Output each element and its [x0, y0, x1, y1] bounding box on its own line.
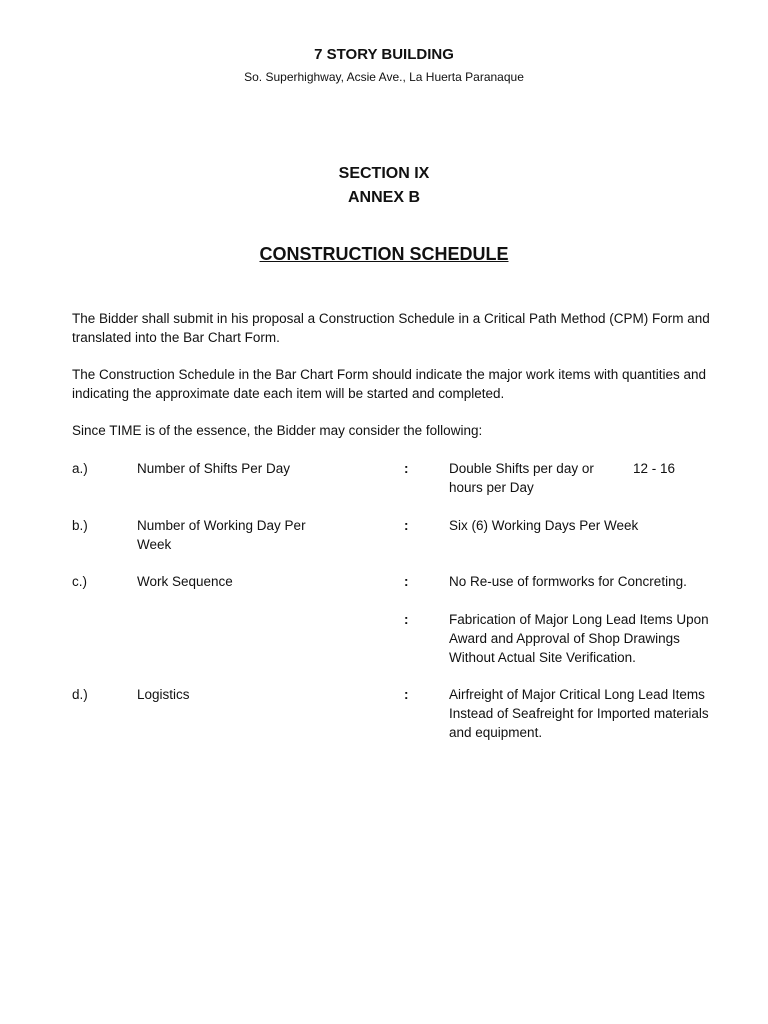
item-hours-range: 12 - 16 — [633, 461, 676, 476]
item-title: Logistics — [137, 687, 190, 702]
item-colon: : — [404, 574, 409, 589]
item-colon: : — [404, 687, 409, 702]
item-value: Double Shifts per day or hours per Day — [449, 461, 594, 495]
paragraph-bar-chart: The Construction Schedule in the Bar Chart Form should indicate the major work items with quantities and indicating the approximate date each item will be started and completed. — [72, 367, 707, 401]
project-address: So. Superhighway, Acsie Ave., La Huerta Paranaque — [244, 70, 524, 84]
project-title: 7 STORY BUILDING — [314, 46, 454, 63]
item-title: Number of Working Day Per Week — [137, 518, 306, 552]
item-value: Six (6) Working Days Per Week — [449, 518, 639, 533]
item-label: a.) — [72, 461, 88, 476]
paragraph-time: Since TIME is of the essence, the Bidder may consider the following: — [72, 423, 483, 438]
item-label: d.) — [72, 687, 88, 702]
item-colon: : — [404, 518, 409, 533]
item-label: b.) — [72, 518, 88, 533]
item-value: Airfreight of Major Critical Long Lead Items Instead of Seafreight for Imported materials and equipment. — [449, 687, 709, 740]
schedule-title: CONSTRUCTION SCHEDULE — [259, 244, 509, 264]
item-value: No Re-use of formworks for Concreting. — [449, 574, 687, 589]
item-title: Number of Shifts Per Day — [137, 461, 291, 476]
item-colon: : — [404, 612, 409, 627]
item-label: c.) — [72, 574, 87, 589]
section-heading: SECTION IX — [338, 165, 430, 182]
item-title: Work Sequence — [137, 574, 233, 589]
paragraph-cpm: The Bidder shall submit in his proposal a Construction Schedule in a Critical Path Method (CPM) Form and translated into the Bar Chart Form. — [72, 311, 710, 345]
annex-heading: ANNEX B — [347, 189, 420, 206]
item-colon: : — [404, 461, 409, 476]
item-value: Fabrication of Major Long Lead Items Upon Award and Approval of Shop Drawings Without Actual Site Verification. — [449, 612, 709, 665]
